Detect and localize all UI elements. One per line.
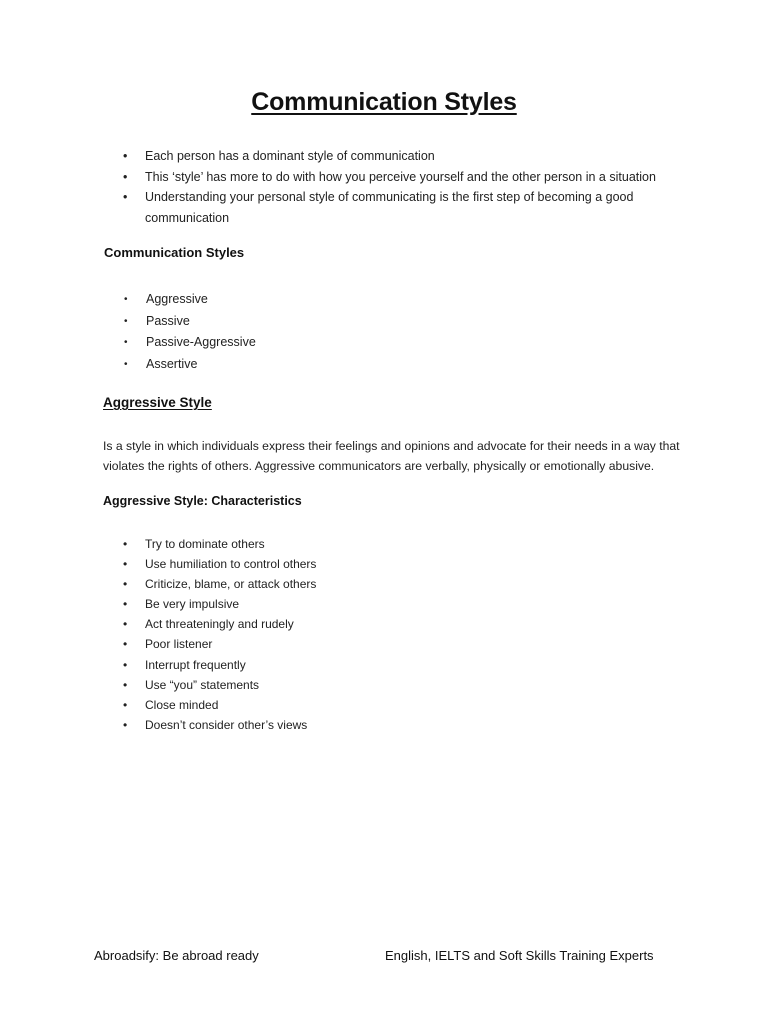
list-item: • Interrupt frequently (123, 655, 316, 675)
list-item: • Be very impulsive (123, 594, 316, 614)
list-item: • Each person has a dominant style of communication (123, 146, 683, 167)
list-item: • Use humiliation to control others (123, 554, 316, 574)
list-item: • This ‘style’ has more to do with how you perceive yourself and the other person in a situation (123, 167, 683, 188)
list-item: • Close minded (123, 695, 316, 715)
list-item: • Poor listener (123, 634, 316, 654)
list-item: • Act threateningly and rudely (123, 614, 316, 634)
list-item: • Try to dominate others (123, 534, 316, 554)
page-title: Communication Styles (251, 88, 517, 116)
list-item: • Aggressive (124, 289, 256, 311)
list-item: • Passive-Aggressive (124, 332, 256, 354)
section-heading-characteristics: Aggressive Style: Characteristics (103, 494, 302, 508)
styles-bullet-list (124, 289, 256, 375)
intro-bullet-list (123, 146, 683, 228)
list-item: • Doesn’t consider other’s views (123, 715, 316, 735)
section-heading-aggressive-style: Aggressive Style (103, 395, 212, 410)
aggressive-description: Is a style in which individuals express their feelings and opinions and advocate for their needs in a way that violates the rights of others. Aggressive communicators are verbally, physically or emotionally abusive. (103, 439, 680, 473)
list-item: • Passive (124, 311, 256, 333)
list-item: • Understanding your personal style of communicating is the first step of becoming a good communication (123, 187, 683, 228)
list-item: • Assertive (124, 354, 256, 376)
list-item: • Use “you” statements (123, 675, 316, 695)
footer-left-text: Abroadsify: Be abroad ready (94, 948, 259, 963)
section-heading-communication-styles: Communication Styles (104, 245, 245, 260)
list-item: • Criticize, blame, or attack others (123, 574, 316, 594)
footer-right-text: English, IELTS and Soft Skills Training Experts (385, 948, 654, 963)
characteristics-bullet-list (123, 534, 316, 735)
